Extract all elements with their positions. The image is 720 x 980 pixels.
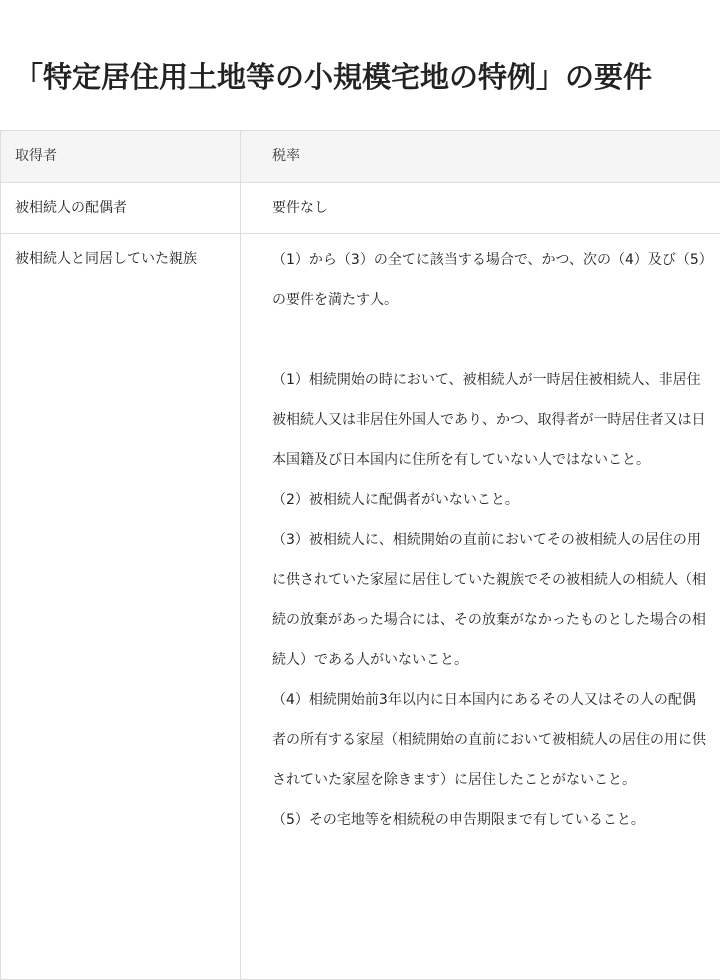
header-holder: 取得者 — [1, 131, 241, 183]
requirements-table — [0, 130, 720, 980]
condition-5: （5）その宅地等を相続税の申告期限まで有していること。 — [272, 812, 645, 828]
requirement-intro: （1）から（3）の全てに該当する場合で、かつ、次の（4）及び（5）の要件を満たす人。 — [272, 252, 706, 308]
paragraph-spacer — [272, 320, 706, 360]
condition-3: （3）被相続人に、相続開始の直前においてその被相続人の居住の用に供されていた家屋に居住していた親族でその被相続人の相続人（相続の放棄があった場合には、その放棄がなかったものとした場合の相続人）である人がいないこと。 — [272, 532, 706, 668]
header-tax-rate: 税率 — [241, 131, 720, 183]
requirement-spouse: 要件なし — [241, 183, 720, 234]
holder-cohabiting-relative: 被相続人と同居していた親族 — [1, 234, 241, 980]
condition-2: （2）被相続人に配偶者がいないこと。 — [272, 492, 519, 508]
table-row — [1, 234, 720, 980]
holder-spouse: 被相続人の配偶者 — [1, 183, 241, 234]
table-row — [1, 183, 720, 234]
condition-1: （1）相続開始の時において、被相続人が一時居住被相続人、非居住被相続人又は非居住外国人であり、かつ、取得者が一時居住者又は日本国籍及び日本国内に住所を有していない人ではないこと。 — [272, 372, 706, 468]
requirement-cohabiting-relative — [241, 234, 720, 980]
table-header-row — [1, 131, 720, 183]
page-title: 「特定居住用土地等の小規模宅地の特例」の要件 — [14, 60, 653, 94]
condition-4: （4）相続開始前3年以内に日本国内にあるその人又はその人の配偶者の所有する家屋（相続開始の直前において被相続人の居住の用に供されていた家屋を除きます）に居住したことがないこと。 — [272, 692, 706, 788]
